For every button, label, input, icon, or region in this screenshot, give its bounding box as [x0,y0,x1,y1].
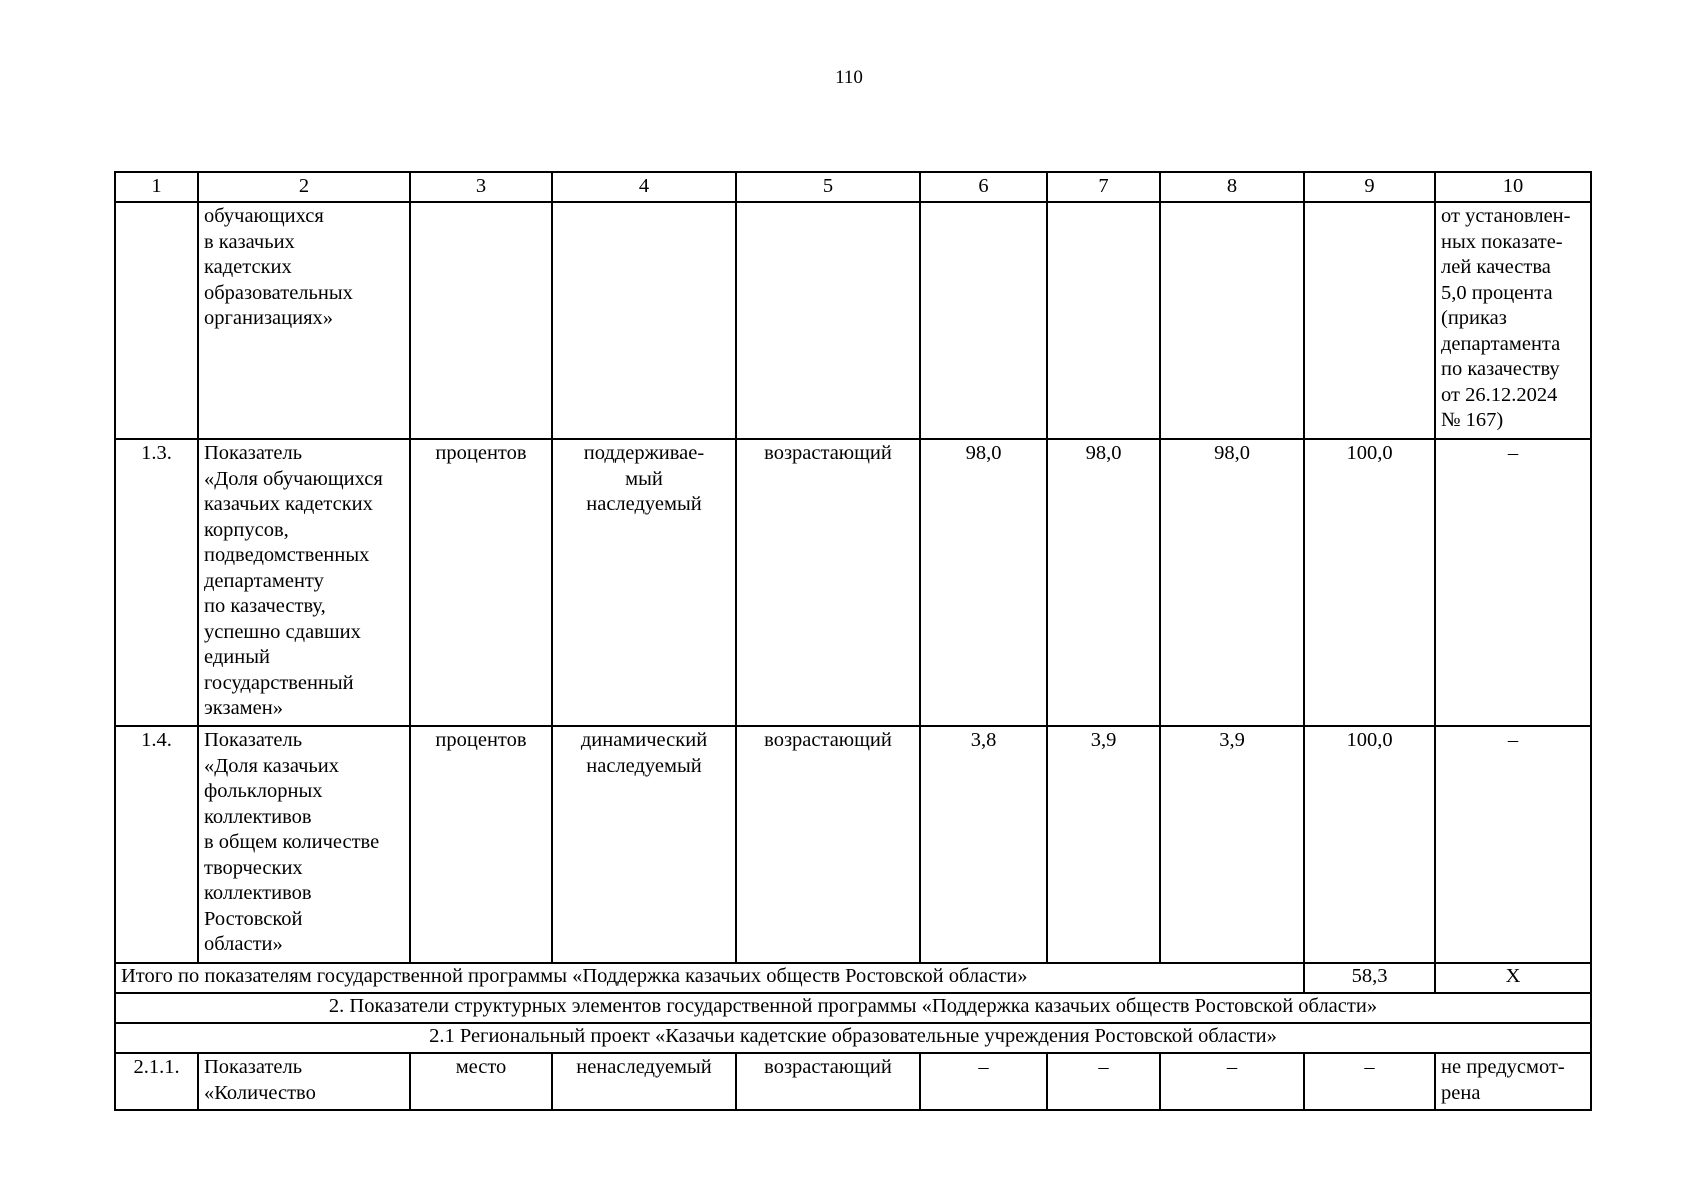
cell-type: ненаследуемый [552,1053,736,1110]
indicators-table [114,171,1592,1111]
header-cell: 3 [410,172,552,202]
cell-note: от установлен- ных показате- лей качества 5,0 процента (приказ департамента по казачеству от 26.12.2024 № 167) [1435,202,1591,439]
cell-direction: возрастающий [736,439,920,726]
table-row-continuation [115,202,1591,439]
table-row-1-3 [115,439,1591,726]
header-cell: 2 [198,172,410,202]
cell-num: 1.4. [115,726,198,963]
cell-unit [410,202,552,439]
cell-col9: 100,0 [1304,439,1435,726]
cell-note: – [1435,439,1591,726]
cell-col8 [1160,202,1304,439]
cell-type [552,202,736,439]
cell-num: 2.1.1. [115,1053,198,1110]
cell-col6: – [920,1053,1047,1110]
cell-type: поддерживае- мый наследуемый [552,439,736,726]
cell-col6: 3,8 [920,726,1047,963]
header-cell: 1 [115,172,198,202]
table-row-subsection-2-1 [115,1023,1591,1053]
cell-col7 [1047,202,1160,439]
cell-unit: процентов [410,439,552,726]
header-cell: 8 [1160,172,1304,202]
total-label: Итого по показателям государственной программы «Поддержка казачьих обществ Ростовской области» [115,963,1304,993]
header-cell: 10 [1435,172,1591,202]
table-row-1-4 [115,726,1591,963]
cell-type: динамический наследуемый [552,726,736,963]
header-cell: 7 [1047,172,1160,202]
cell-num [115,202,198,439]
cell-direction [736,202,920,439]
header-cell: 5 [736,172,920,202]
cell-col7: 98,0 [1047,439,1160,726]
cell-note: не предусмот- рена [1435,1053,1591,1110]
column-number-header-row [115,172,1591,202]
cell-indicator-name: Показатель «Доля казачьих фольклорных коллективов в общем количестве творческих коллективов Ростовской области» [198,726,410,963]
cell-col7: 3,9 [1047,726,1160,963]
header-cell: 4 [552,172,736,202]
cell-unit: место [410,1053,552,1110]
cell-col7: – [1047,1053,1160,1110]
cell-col8: – [1160,1053,1304,1110]
cell-indicator-name: Показатель «Доля обучающихся казачьих кадетских корпусов, подведомственных департаменту по казачеству, успешно сдавших единый государственный экзамен» [198,439,410,726]
cell-num: 1.3. [115,439,198,726]
total-col10: Х [1435,963,1591,993]
table-row-2-1-1 [115,1053,1591,1110]
total-col9: 58,3 [1304,963,1435,993]
cell-direction: возрастающий [736,1053,920,1110]
header-cell: 9 [1304,172,1435,202]
cell-unit: процентов [410,726,552,963]
cell-indicator-name: Показатель «Количество [198,1053,410,1110]
cell-note: – [1435,726,1591,963]
cell-direction: возрастающий [736,726,920,963]
cell-col9: 100,0 [1304,726,1435,963]
table-row-total [115,963,1591,993]
cell-col6 [920,202,1047,439]
subsection-title: 2.1 Региональный проект «Казачьи кадетские образовательные учреждения Ростовской области» [115,1023,1591,1053]
section-title: 2. Показатели структурных элементов государственной программы «Поддержка казачьих обществ Ростовской области» [115,993,1591,1023]
cell-col8: 3,9 [1160,726,1304,963]
cell-col8: 98,0 [1160,439,1304,726]
cell-col9 [1304,202,1435,439]
header-cell: 6 [920,172,1047,202]
cell-col6: 98,0 [920,439,1047,726]
cell-indicator-name: обучающихся в казачьих кадетских образовательных организациях» [198,202,410,439]
cell-col9: – [1304,1053,1435,1110]
table-row-section-2 [115,993,1591,1023]
page-number: 110 [835,67,863,88]
